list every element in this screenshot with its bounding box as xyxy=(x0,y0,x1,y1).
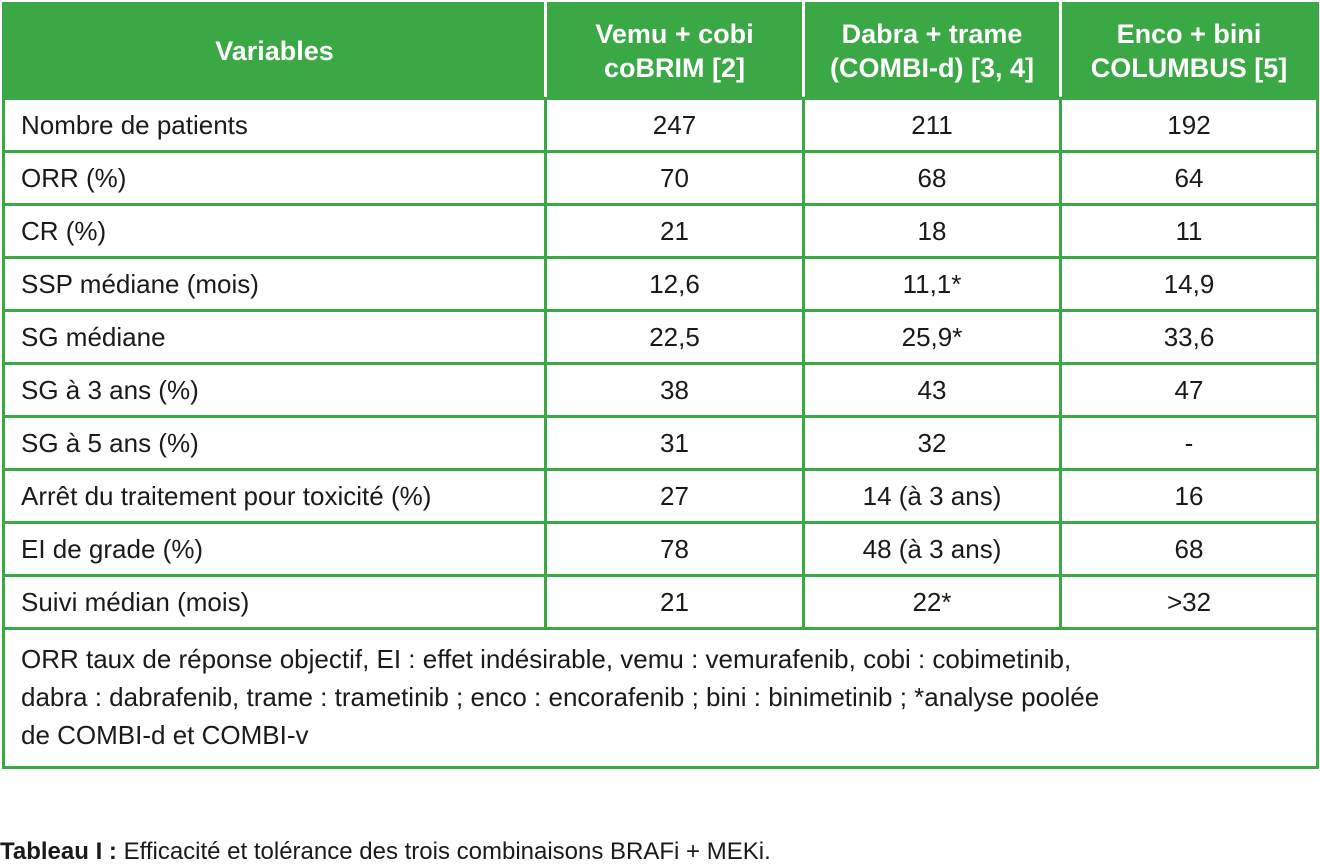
comparison-table xyxy=(2,2,1319,769)
data-table-container xyxy=(2,2,1316,769)
table-footnote xyxy=(4,629,1318,768)
table-row xyxy=(4,152,1318,205)
cell-enco-bini: 64 xyxy=(1061,152,1318,205)
row-label: SG à 5 ans (%) xyxy=(4,417,546,470)
footnote-line-1: ORR taux de réponse objectif, EI : effet indésirable, vemu : vemurafenib, cobi : cobimetinib, xyxy=(21,644,1072,674)
cell-vemu-cobi: 21 xyxy=(546,205,804,258)
header-enco-bini-line-2: COLUMBUS [5] xyxy=(1090,53,1288,83)
caption-text: Efficacité et tolérance des trois combinaisons BRAFi + MEKi. xyxy=(116,838,771,865)
caption-label: Tableau I : xyxy=(0,838,117,865)
header-row xyxy=(4,4,1318,99)
cell-enco-bini: 16 xyxy=(1061,470,1318,523)
table-row xyxy=(4,205,1318,258)
table-row xyxy=(4,99,1318,152)
cell-dabra-trame: 32 xyxy=(804,417,1061,470)
cell-dabra-trame: 68 xyxy=(804,152,1061,205)
cell-dabra-trame: 14 (à 3 ans) xyxy=(804,470,1061,523)
table-row xyxy=(4,470,1318,523)
cell-dabra-trame: 22* xyxy=(804,576,1061,629)
table-caption xyxy=(0,838,771,866)
footnote-line-3: de COMBI-d et COMBI-v xyxy=(21,720,309,750)
row-label: Nombre de patients xyxy=(4,99,546,152)
row-label: Arrêt du traitement pour toxicité (%) xyxy=(4,470,546,523)
header-enco-bini-line-1: Enco + bini xyxy=(1116,19,1262,49)
header-variables xyxy=(4,4,546,99)
row-label: SG à 3 ans (%) xyxy=(4,364,546,417)
cell-dabra-trame: 43 xyxy=(804,364,1061,417)
cell-enco-bini: 11 xyxy=(1061,205,1318,258)
cell-vemu-cobi: 247 xyxy=(546,99,804,152)
row-label: ORR (%) xyxy=(4,152,546,205)
cell-vemu-cobi: 21 xyxy=(546,576,804,629)
row-label: SG médiane xyxy=(4,311,546,364)
cell-enco-bini: 47 xyxy=(1061,364,1318,417)
table-row xyxy=(4,417,1318,470)
header-enco-bini xyxy=(1061,4,1318,99)
row-label: CR (%) xyxy=(4,205,546,258)
cell-enco-bini: - xyxy=(1061,417,1318,470)
cell-vemu-cobi: 12,6 xyxy=(546,258,804,311)
cell-enco-bini: >32 xyxy=(1061,576,1318,629)
header-vemu-cobi-line-2: coBRIM [2] xyxy=(604,53,745,83)
cell-vemu-cobi: 70 xyxy=(546,152,804,205)
header-variables-line-1: Variables xyxy=(215,36,334,66)
cell-enco-bini: 68 xyxy=(1061,523,1318,576)
header-vemu-cobi xyxy=(546,4,804,99)
table-row xyxy=(4,523,1318,576)
header-vemu-cobi-line-1: Vemu + cobi xyxy=(595,19,754,49)
row-label: SSP médiane (mois) xyxy=(4,258,546,311)
cell-vemu-cobi: 31 xyxy=(546,417,804,470)
table-row xyxy=(4,258,1318,311)
header-dabra-trame xyxy=(804,4,1061,99)
cell-enco-bini: 192 xyxy=(1061,99,1318,152)
table-row xyxy=(4,311,1318,364)
header-dabra-trame-line-2: (COMBI-d) [3, 4] xyxy=(830,53,1034,83)
table-header xyxy=(4,4,1318,99)
footnote-line-2: dabra : dabrafenib, trame : trametinib ; enco : encorafenib ; bini : binimetinib ; *analyse poolée xyxy=(21,682,1100,712)
footnote-row xyxy=(4,629,1318,768)
table-row xyxy=(4,576,1318,629)
header-dabra-trame-line-1: Dabra + trame xyxy=(841,19,1023,49)
row-label: Suivi médian (mois) xyxy=(4,576,546,629)
cell-dabra-trame: 18 xyxy=(804,205,1061,258)
cell-enco-bini: 33,6 xyxy=(1061,311,1318,364)
cell-dabra-trame: 11,1* xyxy=(804,258,1061,311)
row-label: EI de grade (%) xyxy=(4,523,546,576)
cell-dabra-trame: 211 xyxy=(804,99,1061,152)
cell-dabra-trame: 48 (à 3 ans) xyxy=(804,523,1061,576)
cell-vemu-cobi: 22,5 xyxy=(546,311,804,364)
cell-dabra-trame: 25,9* xyxy=(804,311,1061,364)
cell-enco-bini: 14,9 xyxy=(1061,258,1318,311)
cell-vemu-cobi: 78 xyxy=(546,523,804,576)
cell-vemu-cobi: 27 xyxy=(546,470,804,523)
table-row xyxy=(4,364,1318,417)
cell-vemu-cobi: 38 xyxy=(546,364,804,417)
table-body xyxy=(4,99,1318,768)
